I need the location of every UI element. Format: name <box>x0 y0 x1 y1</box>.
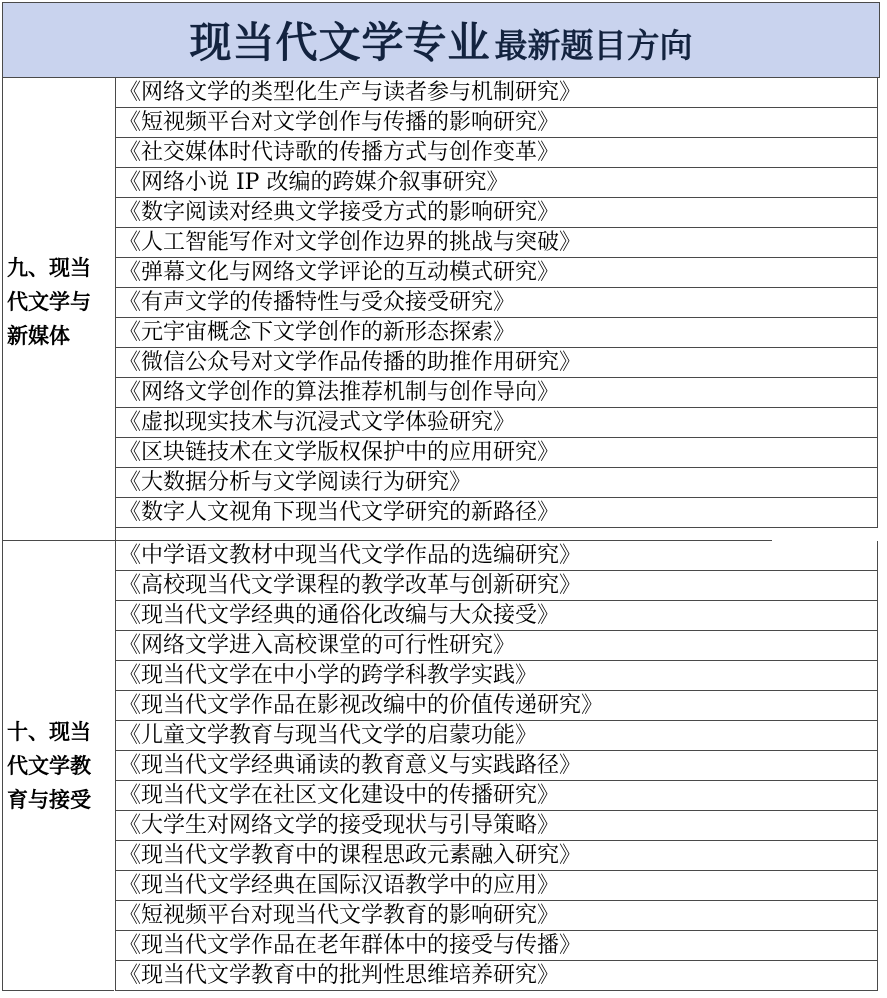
category-line: 代文学教 <box>7 754 91 778</box>
topic-row[interactable]: 《网络文学创作的算法推荐机制与创作导向》 <box>115 378 878 408</box>
topic-list <box>115 78 878 528</box>
topic-row[interactable]: 《网络文学的类型化生产与读者参与机制研究》 <box>115 78 878 108</box>
topic-row[interactable]: 《中学语文教材中现当代文学作品的选编研究》 <box>115 541 878 571</box>
category-line: 育与接受 <box>7 788 91 812</box>
category-line: 新媒体 <box>7 323 70 348</box>
topic-row[interactable]: 《现当代文学在中小学的跨学科教学实践》 <box>115 661 878 691</box>
topic-list <box>115 541 878 991</box>
topic-row[interactable]: 《现当代文学作品在影视改编中的价值传递研究》 <box>115 691 878 721</box>
category-line: 代文学与 <box>7 289 91 314</box>
topic-row[interactable]: 《现当代文学经典在国际汉语教学中的应用》 <box>115 871 878 901</box>
topic-row[interactable]: 《短视频平台对文学创作与传播的影响研究》 <box>115 108 878 138</box>
topic-row[interactable]: 《短视频平台对现当代文学教育的影响研究》 <box>115 901 878 931</box>
topic-row[interactable]: 《儿童文学教育与现当代文学的启蒙功能》 <box>115 721 878 751</box>
category-line: 九、现当 <box>7 255 91 280</box>
topic-row[interactable]: 《现当代文学经典的通俗化改编与大众接受》 <box>115 601 878 631</box>
topic-row[interactable]: 《数字阅读对经典文学接受方式的影响研究》 <box>115 198 878 228</box>
section-education <box>2 541 878 991</box>
title-banner <box>2 2 880 78</box>
topic-row[interactable]: 《微信公众号对文学作品传播的助推作用研究》 <box>115 348 878 378</box>
section-new-media <box>2 78 878 525</box>
category-line: 十、现当 <box>7 720 91 744</box>
topic-row[interactable]: 《区块链技术在文学版权保护中的应用研究》 <box>115 438 878 468</box>
category-label <box>3 251 111 353</box>
topic-row[interactable]: 《现当代文学在社区文化建设中的传播研究》 <box>115 781 878 811</box>
topic-row[interactable]: 《大数据分析与文学阅读行为研究》 <box>115 468 878 498</box>
spacer-cell <box>2 525 116 540</box>
topic-row[interactable]: 《有声文学的传播特性与受众接受研究》 <box>115 288 878 318</box>
topic-row[interactable]: 《弹幕文化与网络文学评论的互动模式研究》 <box>115 258 878 288</box>
topic-row[interactable]: 《现当代文学作品在老年群体中的接受与传播》 <box>115 931 878 961</box>
topic-row[interactable]: 《虚拟现实技术与沉浸式文学体验研究》 <box>115 408 878 438</box>
topic-row[interactable]: 《高校现当代文学课程的教学改革与创新研究》 <box>115 571 878 601</box>
topic-row[interactable]: 《现当代文学教育中的课程思政元素融入研究》 <box>115 841 878 871</box>
topic-row[interactable]: 《社交媒体时代诗歌的传播方式与创作变革》 <box>115 138 878 168</box>
title-main: 现当代文学专业 <box>189 18 491 67</box>
topic-row[interactable]: 《网络文学进入高校课堂的可行性研究》 <box>115 631 878 661</box>
topic-row[interactable]: 《人工智能写作对文学创作边界的挑战与突破》 <box>115 228 878 258</box>
topic-row[interactable]: 《元宇宙概念下文学创作的新形态探索》 <box>115 318 878 348</box>
topic-row[interactable]: 《数字人文视角下现当代文学研究的新路径》 <box>115 498 878 528</box>
topic-row[interactable]: 《现当代文学经典诵读的教育意义与实践路径》 <box>115 751 878 781</box>
category-cell <box>2 541 116 991</box>
title-sub: 最新题目方向 <box>494 25 693 65</box>
category-cell <box>2 78 116 525</box>
topic-row[interactable]: 《网络小说 IP 改编的跨媒介叙事研究》 <box>115 168 878 198</box>
topic-row[interactable]: 《现当代文学教育中的批判性思维培养研究》 <box>115 961 878 991</box>
topic-row[interactable]: 《大学生对网络文学的接受现状与引导策略》 <box>115 811 878 841</box>
spacer-row <box>2 525 772 541</box>
category-label <box>3 715 111 817</box>
bottom-border <box>2 990 114 991</box>
